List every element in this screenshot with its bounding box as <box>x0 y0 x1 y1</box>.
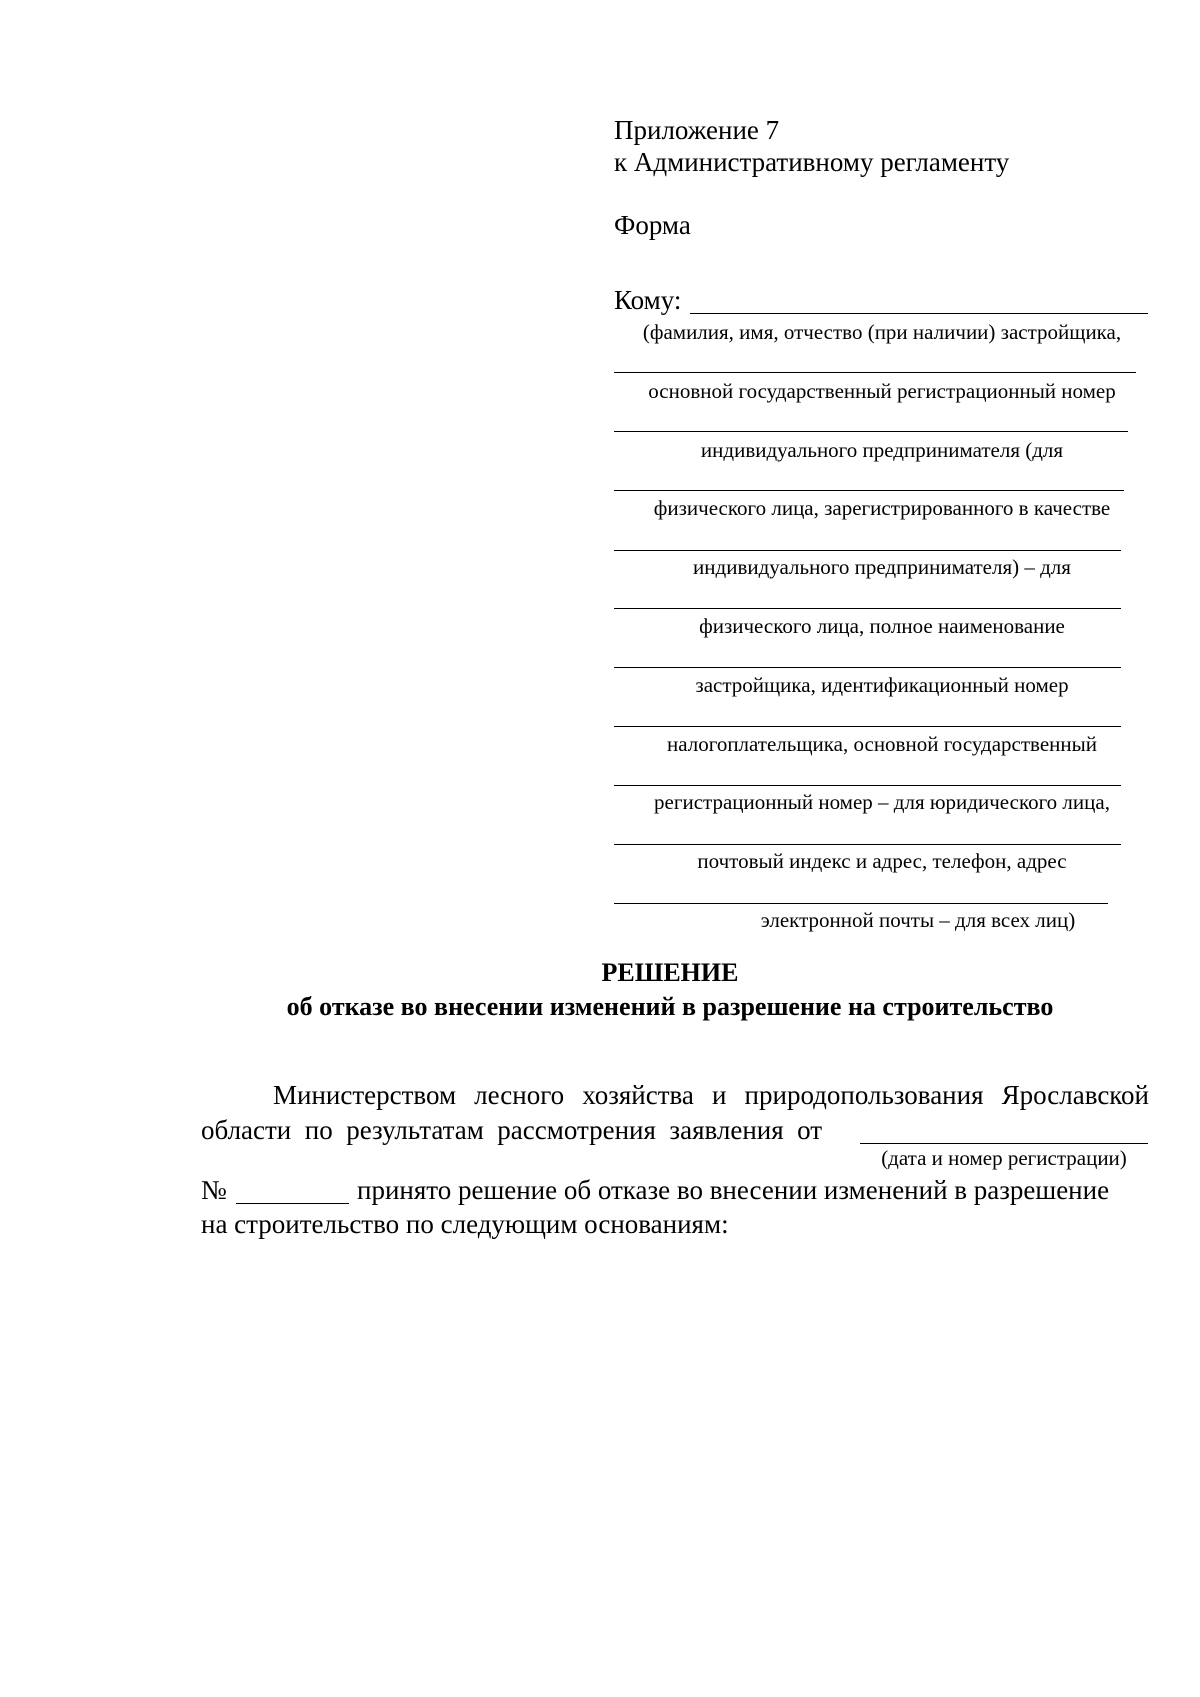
recipient-blank-line <box>614 372 1136 373</box>
appendix-label: Приложение 7 <box>614 115 780 145</box>
recipient-caption: налогоплательщика, основной государственный <box>667 732 1097 756</box>
recipient-label: Кому: <box>614 285 682 315</box>
decision-subtitle: об отказе во внесении изменений в разрешение на строительство <box>286 992 1054 1021</box>
decision-title: РЕШЕНИЕ <box>601 958 739 987</box>
recipient-blank-line <box>614 726 1121 727</box>
recipient-blank-line <box>614 490 1124 491</box>
recipient-caption: электронной почты – для всех лиц) <box>760 908 1076 932</box>
number-sign: № <box>201 1175 227 1205</box>
registration-number-blank-line <box>236 1203 349 1204</box>
recipient-blank-line <box>690 313 1148 314</box>
recipient-caption: индивидуального предпринимателя (для <box>700 438 1064 462</box>
reglament-label: к Административному регламенту <box>614 147 1010 177</box>
recipient-caption: почтовый индекс и адрес, телефон, адрес <box>697 849 1067 873</box>
recipient-blank-line <box>614 844 1121 845</box>
application-date-blank-line <box>860 1143 1148 1144</box>
form-label: Форма <box>614 210 691 240</box>
recipient-blank-line <box>614 667 1121 668</box>
recipient-caption: основной государственный регистрационный номер <box>648 379 1116 403</box>
recipient-blank-line <box>614 608 1121 609</box>
body-line-4: на строительство по следующим основаниям: <box>201 1209 729 1239</box>
recipient-caption: физического лица, полное наименование <box>699 614 1065 638</box>
body-line-3-rest: принято решение об отказе во внесении изменений в разрешение <box>357 1175 1110 1205</box>
recipient-caption: застройщика, идентификационный номер <box>695 673 1069 697</box>
recipient-caption: (фамилия, имя, отчество (при наличии) застройщика, <box>642 320 1122 344</box>
recipient-blank-line <box>614 785 1121 786</box>
recipient-caption: регистрационный номер – для юридического лица, <box>654 790 1110 814</box>
recipient-caption: индивидуального предпринимателя) – для <box>693 555 1071 579</box>
recipient-blank-line <box>614 431 1128 432</box>
date-caption: (дата и номер регистрации) <box>881 1146 1127 1170</box>
body-line-3 <box>201 1175 227 1206</box>
recipient-blank-line <box>614 903 1108 904</box>
recipient-caption: физического лица, зарегистрированного в качестве <box>653 496 1111 520</box>
recipient-blank-line <box>614 550 1121 551</box>
body-line-1: Министерством лесного хозяйства и природопользования Ярославской <box>273 1080 1149 1110</box>
body-line-2: области по результатам рассмотрения заявления от <box>201 1115 823 1145</box>
